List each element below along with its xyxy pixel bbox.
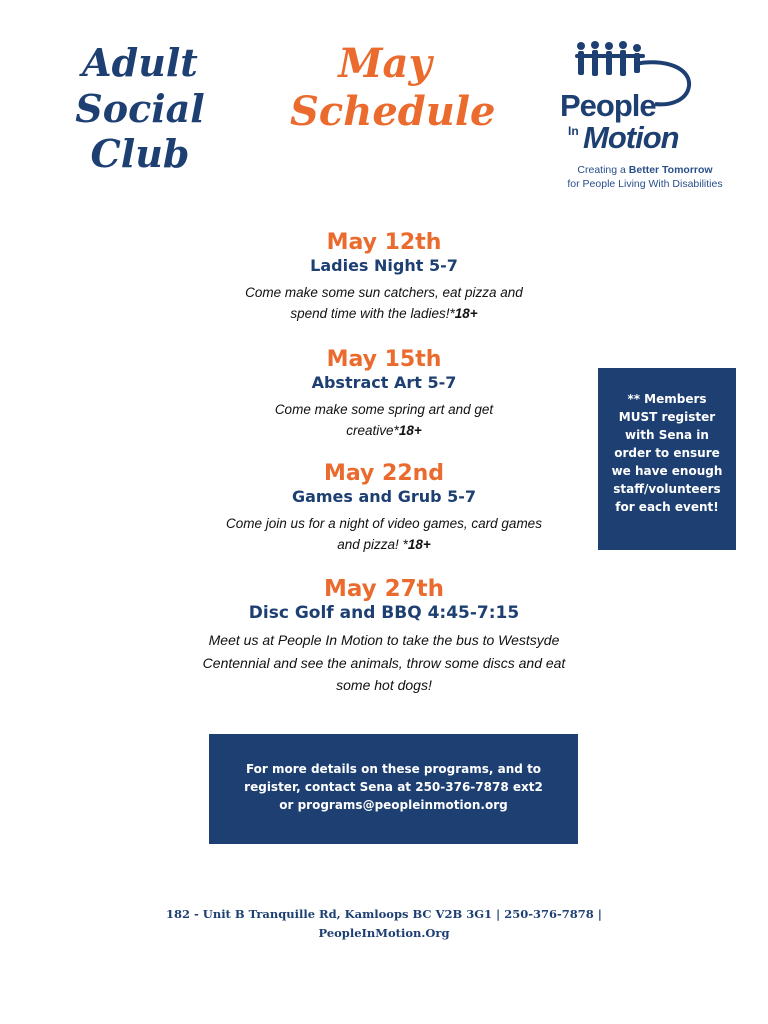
event-desc-line: Come make some sun catchers, eat pizza and: [245, 284, 523, 300]
schedule-title: [290, 40, 496, 136]
notice-line: order to ensure: [614, 446, 720, 460]
event-desc-line: and pizza! *: [337, 536, 408, 552]
footer-address-line: 182 - Unit B Tranquille Rd, Kamloops BC V2B 3G1 | 250-376-7878 |: [166, 907, 602, 921]
logo-word-people: People: [560, 88, 656, 123]
contact-email-line: or programs@peopleinmotion.org: [279, 798, 508, 812]
event-date: May 27th: [323, 576, 445, 602]
notice-line: staff/volunteers: [613, 482, 721, 496]
notice-line: MUST register: [618, 410, 716, 424]
club-title-line2: Social Club: [75, 85, 205, 177]
club-title: [20, 40, 260, 177]
event-desc-line: Centennial and see the animals, throw some discs and eat: [202, 654, 566, 671]
schedule-title-line1: May: [338, 40, 432, 87]
notice-line: ** Members: [627, 392, 707, 406]
event-desc-line: spend time with the ladies!*: [290, 305, 455, 321]
footer-address: [100, 905, 668, 943]
event-may-27: [150, 576, 618, 697]
age-restriction: 18+: [398, 422, 422, 438]
event-date: May 12th: [326, 230, 442, 255]
contact-line: For more details on these programs, and to: [245, 762, 542, 776]
event-desc-line: creative*: [346, 422, 399, 438]
footer-website: PeopleInMotion.Org: [318, 925, 450, 940]
logo-tagline: [540, 164, 750, 191]
notice-line: with Sena in: [625, 428, 709, 442]
event-date: May 22nd: [323, 461, 445, 486]
logo-word-motion: Motion: [583, 120, 679, 155]
event-description: [150, 629, 618, 696]
people-in-motion-logo: [555, 40, 730, 190]
event-may-12: [170, 230, 598, 325]
logo-tagline-prefix: Creating a: [577, 164, 629, 176]
event-title: Abstract Art 5-7: [311, 373, 457, 393]
event-desc-line: Come join us for a night of video games, card games: [226, 515, 542, 531]
event-description: [170, 283, 598, 325]
event-desc-line: Meet us at People In Motion to take the bus to Westsyde: [208, 632, 560, 649]
age-restriction: 18+: [454, 305, 478, 321]
contact-line: register, contact Sena at 250-376-7878 ext2: [244, 780, 543, 794]
event-title: Ladies Night 5-7: [310, 256, 458, 276]
club-title-line1: Adult: [82, 40, 198, 85]
contact-info-box: [209, 734, 578, 844]
event-title: Disc Golf and BBQ 4:45-7:15: [248, 603, 520, 624]
logo-word-in: In: [568, 124, 579, 138]
event-desc-line: Come make some spring art and get: [274, 401, 494, 417]
logo-tagline-bold: Better Tomorrow: [628, 164, 713, 176]
schedule-title-line2: Schedule: [290, 88, 496, 135]
event-description: [170, 400, 598, 442]
event-may-22: [170, 461, 598, 556]
event-desc-line: some hot dogs!: [336, 677, 432, 694]
age-restriction: 18+: [407, 536, 431, 552]
event-date: May 15th: [326, 347, 442, 372]
notice-line: for each event!: [615, 500, 719, 514]
logo-tagline-line2: for People Living With Disabilities: [567, 177, 723, 190]
notice-line: we have enough: [611, 464, 723, 478]
event-description: [170, 514, 598, 556]
member-registration-notice: [598, 368, 736, 550]
event-may-15: [170, 347, 598, 442]
event-title: Games and Grub 5-7: [291, 487, 477, 507]
